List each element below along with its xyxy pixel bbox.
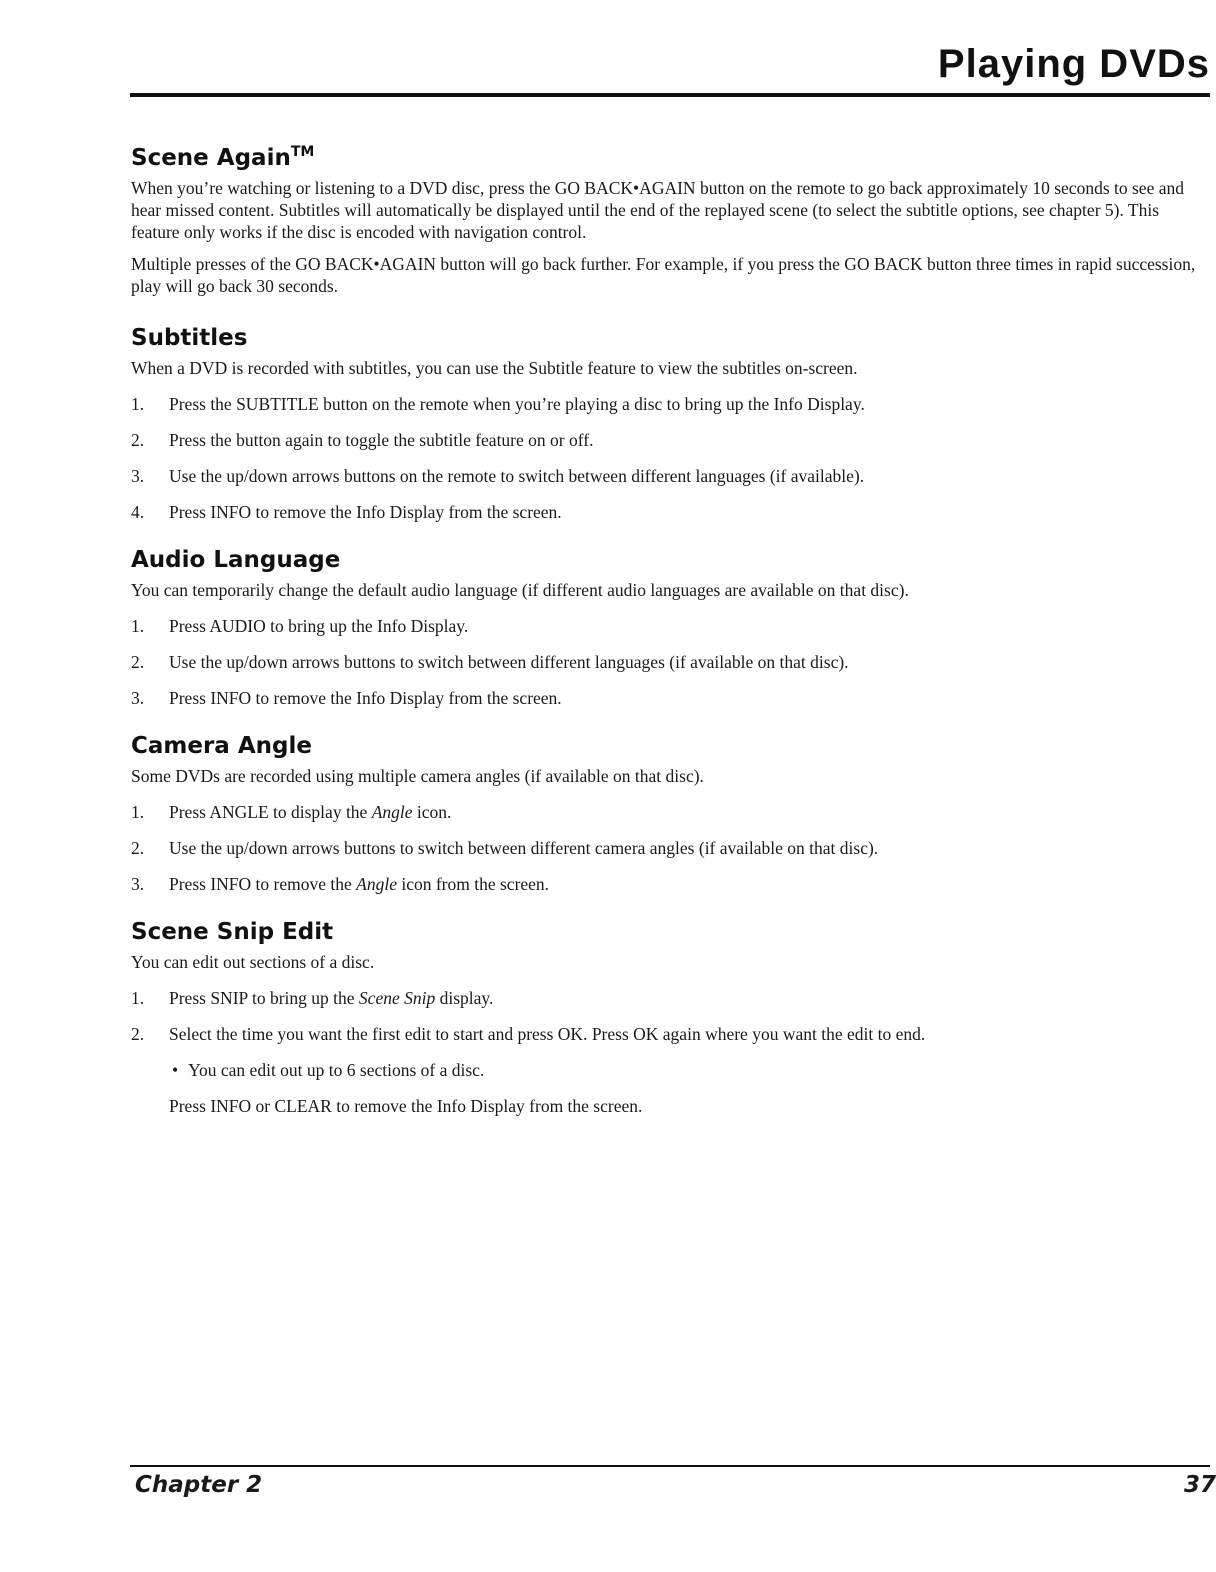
steps-list — [131, 801, 1202, 895]
list-item: 3. Press INFO to remove the Angle icon from the screen. — [131, 874, 550, 894]
trademark-mark: TM — [290, 144, 315, 160]
note-line: Press INFO or CLEAR to remove the Info Display from the screen. — [169, 1096, 643, 1116]
section-scene-snip-edit — [131, 917, 1202, 1117]
header-rule — [130, 93, 1210, 97]
list-item: 3. Press INFO to remove the Info Display from the screen. — [131, 688, 562, 708]
section-intro: When a DVD is recorded with subtitles, you can use the Subtitle feature to view the subtitles on-screen. — [131, 358, 858, 378]
list-item: 2. Use the up/down arrows buttons to switch between different camera angles (if available on that disc). — [131, 838, 879, 858]
section-intro: Some DVDs are recorded using multiple camera angles (if available on that disc). — [131, 766, 704, 786]
section-heading-audio-language: Audio Language — [131, 547, 341, 573]
list-item: 1. Press SNIP to bring up the Scene Snip display. — [131, 988, 494, 1008]
bullet-item: • You can edit out up to 6 sections of a disc. — [172, 1060, 485, 1080]
section-scene-again — [131, 137, 1202, 297]
footer-rule — [130, 1465, 1210, 1467]
list-item: 1. Press ANGLE to display the Angle icon. — [131, 802, 452, 822]
section-heading-camera-angle: Camera Angle — [131, 733, 312, 759]
section-heading-subtitles: Subtitles — [131, 325, 248, 351]
footer-chapter: Chapter 2 — [135, 1472, 263, 1498]
page-number: 37 — [1184, 1472, 1216, 1498]
steps-list — [131, 393, 1202, 523]
page-title: Playing DVDs — [937, 42, 1210, 86]
section-intro: You can edit out sections of a disc. — [131, 952, 375, 972]
list-item: 1. Press AUDIO to bring up the Info Display. — [131, 616, 469, 636]
section-heading-scene-again: Scene Again™ — [131, 144, 315, 171]
section-audio-language — [131, 545, 1202, 709]
section-intro: You can temporarily change the default audio language (if different audio languages are available on that disc). — [131, 580, 909, 600]
steps-list — [131, 987, 1202, 1045]
list-item: 2. Select the time you want the first edit to start and press OK. Press OK again where you want the edit to end. — [131, 1024, 926, 1044]
list-item: 2. Press the button again to toggle the subtitle feature on or off. — [131, 430, 594, 450]
paragraph: Multiple presses of the GO BACK•AGAIN button will go back further. For example, if you press the GO BACK button three times in rapid succession, play will go back 30 seconds. — [131, 254, 1196, 296]
page-content — [131, 137, 1202, 1131]
section-camera-angle — [131, 731, 1202, 895]
section-subtitles — [131, 323, 1202, 523]
list-item: 1. Press the SUBTITLE button on the remote when you’re playing a disc to bring up the Info Display. — [131, 394, 865, 414]
list-item: 3. Use the up/down arrows buttons on the remote to switch between different languages (if available). — [131, 466, 865, 486]
section-heading-scene-snip-edit: Scene Snip Edit — [131, 919, 334, 945]
steps-list — [131, 615, 1202, 709]
list-item: 4. Press INFO to remove the Info Display from the screen. — [131, 502, 562, 522]
paragraph: When you’re watching or listening to a DVD disc, press the GO BACK•AGAIN button on the remote to go back approximately 10 seconds to see and hear missed content. Subtitles will automatically be displayed until the end of the replayed scene (to select the subtitle options, see chapter 5). This feature only works if the disc is encoded with navigation control. — [131, 178, 1184, 242]
bullet-icon: • — [172, 1060, 179, 1080]
list-item: 2. Use the up/down arrows buttons to switch between different languages (if available on that disc). — [131, 652, 849, 672]
